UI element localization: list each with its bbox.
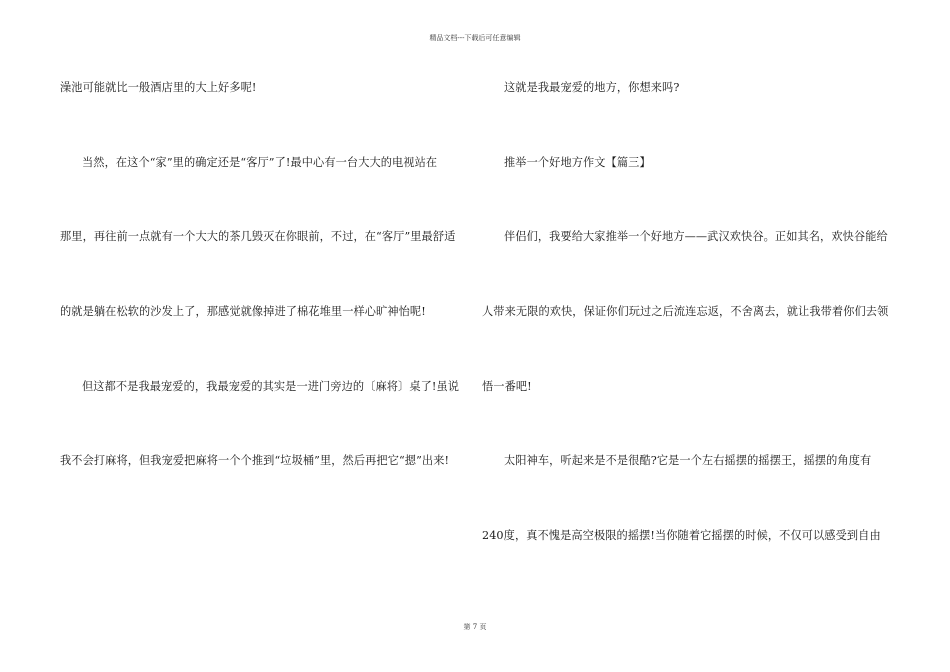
paragraph-line: 我不会打麻将，但我宠爱把麻将一个个推到“垃圾桶”里，然后再把它“摁”出来!	[60, 454, 450, 467]
page-number: 第 7 页	[463, 623, 487, 631]
section-heading: 推举一个好地方作文【篇三】	[504, 156, 651, 169]
paragraph-line: 太阳神车，听起来是不是很酷?它是一个左右摇摆的摇摆王，摇摆的角度有	[504, 454, 872, 467]
paragraph-line: 澡池可能就比一般酒店里的大上好多呢!	[60, 81, 257, 94]
paragraph-line: 当然，在这个“家”里的确定还是“客厅”了!最中心有一台大大的电视站在	[82, 156, 438, 169]
paragraph-line: 这就是我最宠爱的地方，你想来吗?	[504, 81, 680, 94]
paragraph-line: 的就是躺在松软的沙发上了，那感觉就像掉进了棉花堆里一样心旷神怡呢!	[60, 305, 426, 318]
paragraph-line: 伴侣们，我要给大家推举一个好地方——武汉欢快谷。正如其名，欢快谷能给	[504, 230, 888, 243]
paragraph-line: 人带来无限的欢快，保证你们玩过之后流连忘返，不舍离去，就让我带着你们去领	[482, 305, 889, 318]
paragraph-line: 但这都不是我最宠爱的，我最宠爱的其实是一进门旁边的〔麻将〕桌了!虽说	[82, 380, 460, 393]
paragraph-line: 那里，再往前一点就有一个大大的茶几毁灭在你眼前，不过，在“客厅”里最舒适	[60, 230, 456, 243]
paragraph-line: 240度，真不愧是高空极限的摇摆!当你随着它摇摆的时候，不仅可以感受到自由	[482, 529, 881, 542]
page-header: 精品文档---下载后可任意编辑	[429, 34, 521, 42]
paragraph-line: 悟一番吧!	[482, 380, 532, 393]
